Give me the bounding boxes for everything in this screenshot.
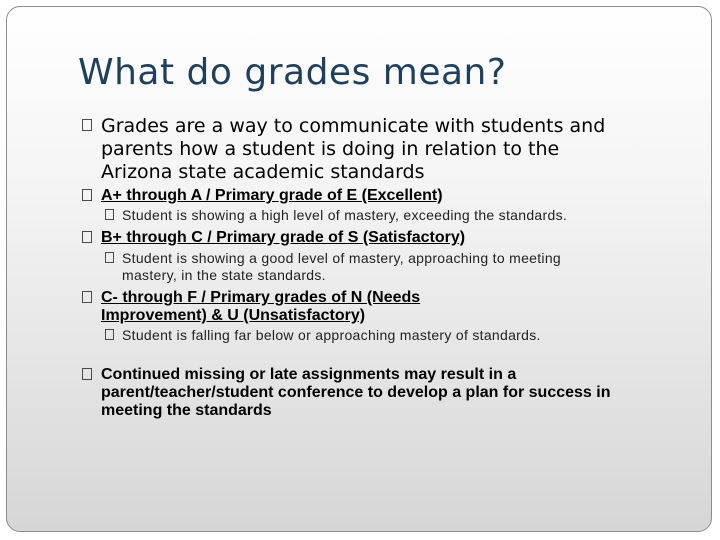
subbullet-text: Student is showing a good level of mastery, approaching to meeting mastery, in the state standards. — [122, 250, 562, 283]
slide-title: What do grades mean? — [78, 52, 507, 93]
bullet-box-icon — [105, 209, 114, 220]
bullet-box-icon — [82, 119, 92, 131]
bullet-text: B+ through C / Primary grade of S (Satisfactory) — [101, 229, 466, 246]
bullet-box-icon — [82, 368, 92, 380]
bullet-box-icon — [82, 291, 92, 303]
bullet-box-icon — [82, 189, 92, 201]
bullet-text: Continued missing or late assignments may result in a parent/teacher/student conference to develop a plan for success in meeting the standards — [101, 366, 611, 419]
subbullet-text: Student is falling far below or approaching mastery of standards. — [122, 327, 541, 343]
bullet-box-icon — [105, 329, 114, 340]
bullet-box-icon — [82, 231, 92, 243]
bullet-text: Grades are a way to communicate with students and parents how a student is doing in relation to the Arizona state academic standards — [101, 115, 606, 183]
bullet-text: C- through F / Primary grades of N (Needs Improvement) & U (Unsatisfactory) — [101, 289, 421, 324]
subbullet-text: Student is showing a high level of mastery, exceeding the standards. — [122, 207, 568, 223]
bullet-text: A+ through A / Primary grade of E (Excellent) — [101, 187, 443, 204]
bullet-box-icon — [105, 252, 114, 263]
